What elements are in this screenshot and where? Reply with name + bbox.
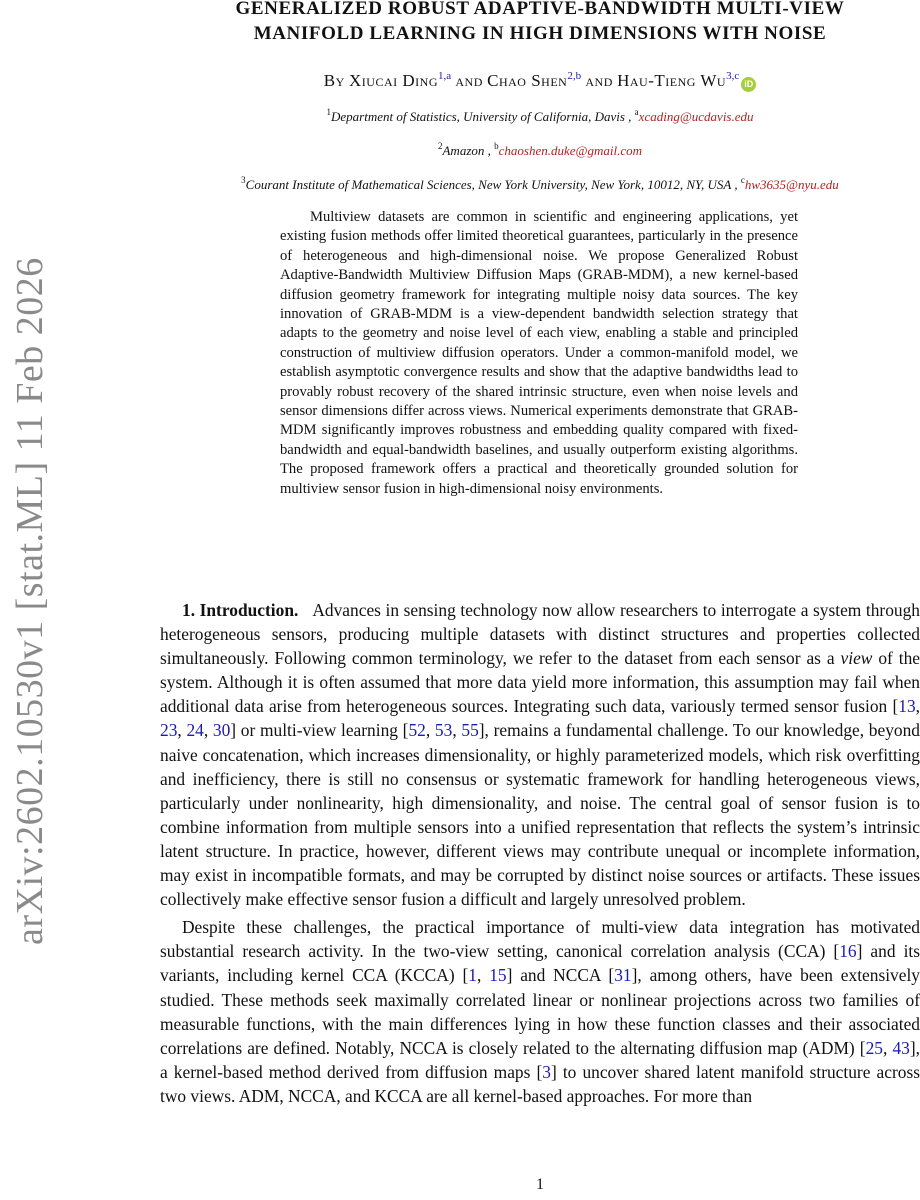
citation-link[interactable]: 3 <box>542 1061 551 1082</box>
citation-link[interactable]: 15 <box>489 965 507 986</box>
email-mark: b <box>494 141 499 151</box>
affiliation-number: 3 <box>241 175 246 185</box>
abstract: Multiview datasets are common in scientific and engineering applications, yet existing fusion methods offer limited theoretical guarantees, particularly in the presence of heterogeneous and high-dimensional noise. We propose Generalized Robust Adaptive-Bandwidth Multiview Diffusion Maps (GRAB-MDM), a new kernel-based diffusion geometry framework for integrating multiple noisy data sources. The key innovation of GRAB-MDM is a view-dependent bandwidth selection strategy that adapts to the geometry and noise level of each view, enabling a stable and principled construction of multiview diffusion operators. Under a common-manifold model, we establish asymptotic convergence results and show that the adaptive bandwidths lead to provably robust recovery of the shared intrinsic structure, even when noise levels and sensor dimensions differ across views. Numerical experiments demonstrate that GRAB-MDM significantly improves robustness and embedding quality compared with fixed-bandwidth and equal-bandwidth baselines, and usually outperform existing algorithms. The proposed framework offers a practical and theoretically grounded solution for multiview sensor fusion in high-dimensional noisy environments. <box>280 209 798 497</box>
emphasis: view <box>840 648 873 669</box>
author-name: Hau-Tieng Wu <box>617 71 727 90</box>
affiliation-number: 2 <box>437 141 443 151</box>
author-affiliation-mark[interactable]: 3,c <box>726 70 740 82</box>
by-label: By <box>323 71 345 90</box>
email-mark: a <box>634 107 639 117</box>
text-run: ], a kernel-based method derived from diffusion maps [ <box>160 1037 920 1082</box>
text-run: ] and its variants, including kernel CCA (KCCA) [ <box>160 941 920 986</box>
citation-link[interactable]: 16 <box>839 941 857 962</box>
affiliation-text: Courant Institute of Mathematical Sciences, New York University, New York, 10012, NY, USA , <box>245 177 741 192</box>
affiliation-text: Amazon , <box>442 143 495 158</box>
paragraph: Despite these challenges, the practical importance of multi-view data integration has motivated substantial research activity. In the two-view setting, canonical correlation analysis (CCA) [16] and its variants, including kernel CCA (KCCA) [1, 15] and NCCA [31], among others, have been extensively studied. These methods seek maximally correlated linear or nonlinear projections across two families of measurable functions, with the main differences lying in how these function classes and their associated correlations are defined. Notably, NCCA is closely related to the alternating diffusion map (ADM) [25, 43], a kernel-based method derived from diffusion maps [3] to uncover shared latent manifold structure across two views. ADM, NCCA, and KCCA are all kernel-based approaches. For more than <box>160 917 920 1106</box>
section-heading: 1. Introduction. <box>182 600 299 620</box>
paper-title <box>160 0 920 46</box>
introduction-section <box>160 598 920 1108</box>
arxiv-identifier: arXiv:2602.10530v1 [stat.ML] 11 Feb 2026 <box>9 257 51 945</box>
citation-link[interactable]: 24 <box>186 720 204 741</box>
text-run: ] and NCCA [ <box>506 965 615 986</box>
author-conjunction: and <box>455 71 483 90</box>
citation-link[interactable]: 13 <box>898 696 916 717</box>
text-run: ], among others, have been extensively studied. These methods seek maximally correlated linear or nonlinear projections across two families of measurable functions, with the main differences lying in how these function classes and their associated correlations are defined. Notably, NCCA is closely related to the alternating diffusion map (ADM) [ <box>160 965 920 1058</box>
citation-link[interactable]: 43 <box>892 1037 910 1058</box>
email-link[interactable]: chaoshen.duke@gmail.com <box>498 143 642 158</box>
citation-link[interactable]: 31 <box>614 965 632 986</box>
author-affiliation-mark[interactable]: 2,b <box>567 70 582 82</box>
page-number: 1 <box>536 1176 544 1193</box>
author-list <box>160 65 920 92</box>
paragraph: 1. Introduction. Advances in sensing technology now allow researchers to interrogate a system through heterogeneous sensors, producing multiple datasets with distinct structures and properties collected simultaneously. Following common terminology, we refer to the dataset from each sensor as a view of the system. Although it is often assumed that more data yield more information, this assumption may fail when additional data arise from heterogeneous sources. Integrating such data, variously termed sensor fusion [13, 23, 24, 30] or multi-view learning [52, 53, 55], remains a fundamental challenge. To our knowledge, beyond naive concatenation, which increases dimensionality, or highly parameterized models, which risk overfitting and inefficiency, there is still no consensus or systematic framework for handling heterogeneous views, particularly under nonlinearity, high dimensionality, and noise. The central goal of sensor fusion is to combine information from multiple sensors into a unified representation that reflects the system’s intrinsic latent structure. In practice, however, different views may contribute unequal or incomplete information, may exist in incompatible formats, and may be corrupted by distinct noise sources or artifacts. These issues collectively make effective sensor fusion a difficult and largely unresolved problem. <box>160 600 920 910</box>
affiliation <box>160 172 920 193</box>
citation-link[interactable]: 55 <box>461 720 479 741</box>
orcid-icon[interactable]: iD <box>741 77 756 92</box>
author-conjunction: and <box>585 71 613 90</box>
text-run: ] to uncover shared latent manifold structure across two views. ADM, NCCA, and KCCA are all kernel-based approaches. For more than <box>160 1061 920 1106</box>
text-run: Advances in sensing technology now allow researchers to interrogate a system through heterogeneous sensors, producing multiple datasets with distinct structures and properties collected simultaneously. Following common terminology, we refer to the dataset from each sensor as a <box>160 600 920 669</box>
text-run: of the system. Although it is often assumed that more data yield more information, this assumption may fail when additional data arise from heterogeneous sources. Integrating such data, variously termed sensor fusion [ <box>160 648 920 717</box>
citation-link[interactable]: 52 <box>408 720 426 741</box>
email-link[interactable]: hw3635@nyu.edu <box>744 177 839 192</box>
author-name: Chao Shen <box>487 71 568 90</box>
citation-link[interactable]: 25 <box>865 1037 883 1058</box>
citation-link[interactable]: 30 <box>212 720 231 741</box>
citation-link[interactable]: 23 <box>160 720 178 741</box>
author-name: Xiucai Ding <box>349 71 438 90</box>
text-run: ], remains a fundamental challenge. To our knowledge, beyond naive concatenation, which increases dimensionality, or highly parameterized models, which risk overfitting and inefficiency, there is still no consensus or systematic framework for handling heterogeneous views, particularly under nonlinearity, high dimensionality, and noise. The central goal of sensor fusion is to combine information from multiple sensors into a unified representation that reflects the system’s intrinsic latent structure. In practice, however, different views may contribute unequal or incomplete information, may exist in incompatible formats, and may be corrupted by distinct noise sources or artifacts. These issues collectively make effective sensor fusion a difficult and largely unresolved problem. <box>160 720 920 910</box>
affiliation <box>160 138 920 159</box>
affiliation-text: Department of Statistics, University of California, Davis , <box>330 109 635 124</box>
email-link[interactable]: xcading@ucdavis.edu <box>638 109 754 124</box>
title-line-1: GENERALIZED ROBUST ADAPTIVE-BANDWIDTH MULTI-VIEW <box>235 0 845 19</box>
text-run: ] or multi-view learning [ <box>230 720 409 741</box>
email-mark: c <box>740 175 745 185</box>
affiliation <box>160 104 920 125</box>
author-affiliation-mark[interactable]: 1,a <box>438 70 452 82</box>
citation-link[interactable]: 53 <box>434 720 453 741</box>
citation-link[interactable]: 1 <box>468 965 477 986</box>
title-line-2: MANIFOLD LEARNING IN HIGH DIMENSIONS WITH NOISE <box>253 23 827 44</box>
text-run: Despite these challenges, the practical importance of multi-view data integration has motivated substantial research activity. In the two-view setting, canonical correlation analysis (CCA) [ <box>160 917 920 962</box>
affiliation-number: 1 <box>326 107 331 117</box>
